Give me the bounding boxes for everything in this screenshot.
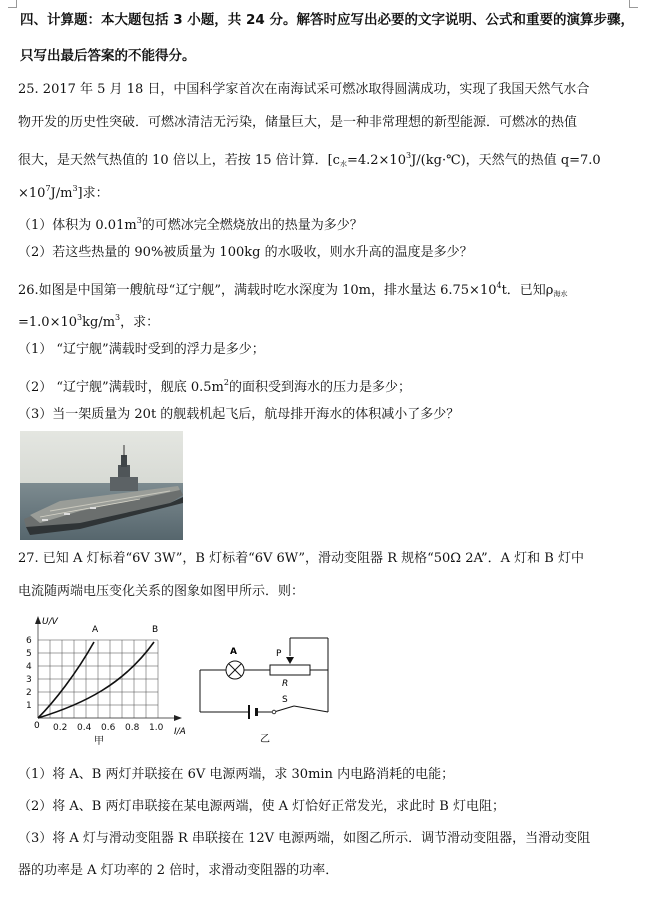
- q26-sub1: （1） “辽宁舰”满载时受到的浮力是多少；: [18, 342, 265, 357]
- q26-sub2-sup: 2: [223, 378, 229, 387]
- y-tick-label: 5: [26, 649, 32, 659]
- aircraft-carrier-photo: [20, 431, 183, 540]
- svg-text:0: 0: [34, 721, 40, 731]
- q25-line3-c: J/(kg·℃)，天然气的热值 q=7.0: [411, 153, 601, 168]
- x-tick-label: 0.2: [53, 723, 68, 733]
- q25-line2: 物开发的历史性突破．可燃冰清洁无污染，储量巨大，是一种非常理想的新型能源．可燃冰的热值: [18, 115, 578, 130]
- q26-sub2: [18, 373, 411, 398]
- y-tick-label: 6: [26, 636, 32, 646]
- q27-line1: 27. 已知 A 灯标着“6V 3W”，B 灯标着“6V 6W”，滑动变阻器 R 规格“50Ω 2A”．A 灯和 B 灯中: [18, 551, 584, 566]
- q26-line2: [18, 308, 159, 333]
- q26-line1-sup: 4: [496, 281, 502, 290]
- q25-line3-a: 很大，是天然气热值的 10 倍以上，若按 15 倍计算．[c: [18, 153, 340, 168]
- q25-line3-b: =4.2×10: [346, 153, 406, 168]
- graph-caption: 甲: [94, 736, 104, 747]
- circuit-yi: [190, 630, 340, 745]
- curve-a-label: A: [92, 625, 99, 635]
- x-tick-label: 0.8: [125, 723, 140, 733]
- q27-sub3-line1: （3）将 A 灯与滑动变阻器 R 串联接在 12V 电源两端，如图乙所示．调节滑动变阻器，当滑动变阻: [18, 831, 591, 846]
- y-tick-label: 3: [26, 675, 32, 685]
- q26-line1-a: 26.如图是中国第一艘航母“辽宁舰”，满载时吃水深度为 10m，排水量达 6.75×10: [18, 283, 497, 298]
- q26-line2-b: kg/m: [82, 315, 116, 330]
- q27-sub1: （1）将 A、B 两灯并联接在 6V 电源两端，求 30min 内电路消耗的电能；: [18, 767, 455, 782]
- q25-sub1-sup: 3: [136, 216, 142, 225]
- curve-a: [38, 642, 94, 718]
- q25-line4-a: ×10: [18, 186, 46, 201]
- y-axis-label: U/V: [42, 617, 58, 627]
- section-title-line1: 四、计算题：本大题包括 3 小题，共 24 分。解答时应写出必要的文字说明、公式和重要的演算步骤，: [20, 12, 634, 28]
- graph-jia: [14, 614, 204, 750]
- q27-sub3-line2: 器的功率是 A 灯功率的 2 倍时，求滑动变阻器的功率．: [18, 863, 339, 878]
- q25-sub1-a: （1）体积为 0.01m: [18, 218, 137, 233]
- q25-line4: [18, 179, 109, 204]
- q25-sub1-b: 的可燃冰完全燃烧放出的热量为多少？: [141, 218, 363, 233]
- q25-sup: 3: [405, 151, 412, 160]
- q26-line1-b: t．已知ρ: [501, 283, 554, 298]
- q25-sub2: （2）若这些热量的 90%被质量为 100kg 的水吸收，则水升高的温度是多少？: [18, 245, 473, 260]
- q27-line2: 电流随两端电压变化关系的图象如图甲所示．则：: [18, 584, 305, 599]
- circuit-caption: 乙: [260, 734, 270, 745]
- switch-label: S: [282, 695, 288, 705]
- q25-sub1: [18, 211, 363, 236]
- q26-sub2-b: 的面积受到海水的压力是多少；: [228, 380, 411, 395]
- q26-line2-sup1: 3: [77, 313, 83, 322]
- y-tick-label: 4: [26, 662, 32, 672]
- q25-line3: [18, 146, 601, 174]
- y-tick-label: 1: [26, 701, 32, 711]
- q25-line4-sup1: 7: [45, 184, 51, 193]
- resistor-label: R: [282, 679, 289, 689]
- lamp-label: A: [230, 647, 237, 657]
- q26-line1: [18, 276, 567, 304]
- x-tick-label: 0.4: [77, 723, 92, 733]
- q25-sub-water: 水: [339, 160, 347, 168]
- q26-sub-seawater: 海水: [553, 290, 568, 298]
- x-axis-label: I/A: [174, 727, 186, 737]
- x-tick-label: 1.0: [149, 723, 164, 733]
- q25-line4-sup2: 3: [72, 184, 78, 193]
- section-title-line2: 只写出最后答案的不能得分。: [20, 48, 196, 64]
- q27-sub2: （2）将 A、B 两灯串联接在某电源两端，使 A 灯恰好正常发光，求此时 B 灯电阻；: [18, 799, 505, 814]
- corner-mark-right: [629, 0, 638, 8]
- curve-b: [38, 642, 154, 718]
- q26-line2-c: ，求：: [120, 315, 160, 330]
- y-tick-label: 2: [26, 688, 32, 698]
- q26-sub3: （3）当一架质量为 20t 的舰载机起飞后，航母排开海水的体积减小了多少？: [18, 407, 460, 422]
- q25-line4-c: ]求：: [77, 186, 109, 201]
- q25-line4-b: J/m: [50, 186, 73, 201]
- slider-label: P: [276, 649, 282, 659]
- q26-line2-a: =1.0×10: [18, 315, 78, 330]
- corner-mark-left: [8, 0, 17, 8]
- q26-line2-sup2: 3: [115, 313, 121, 322]
- curve-b-label: B: [152, 625, 159, 635]
- x-tick-label: 0.6: [101, 723, 116, 733]
- q26-sub2-a: （2） “辽宁舰”满载时，舰底 0.5m: [18, 380, 224, 395]
- q25-line1: 25. 2017 年 5 月 18 日，中国科学家首次在南海试采可燃冰取得圆满成功，实现了我国天然气水合: [18, 82, 590, 97]
